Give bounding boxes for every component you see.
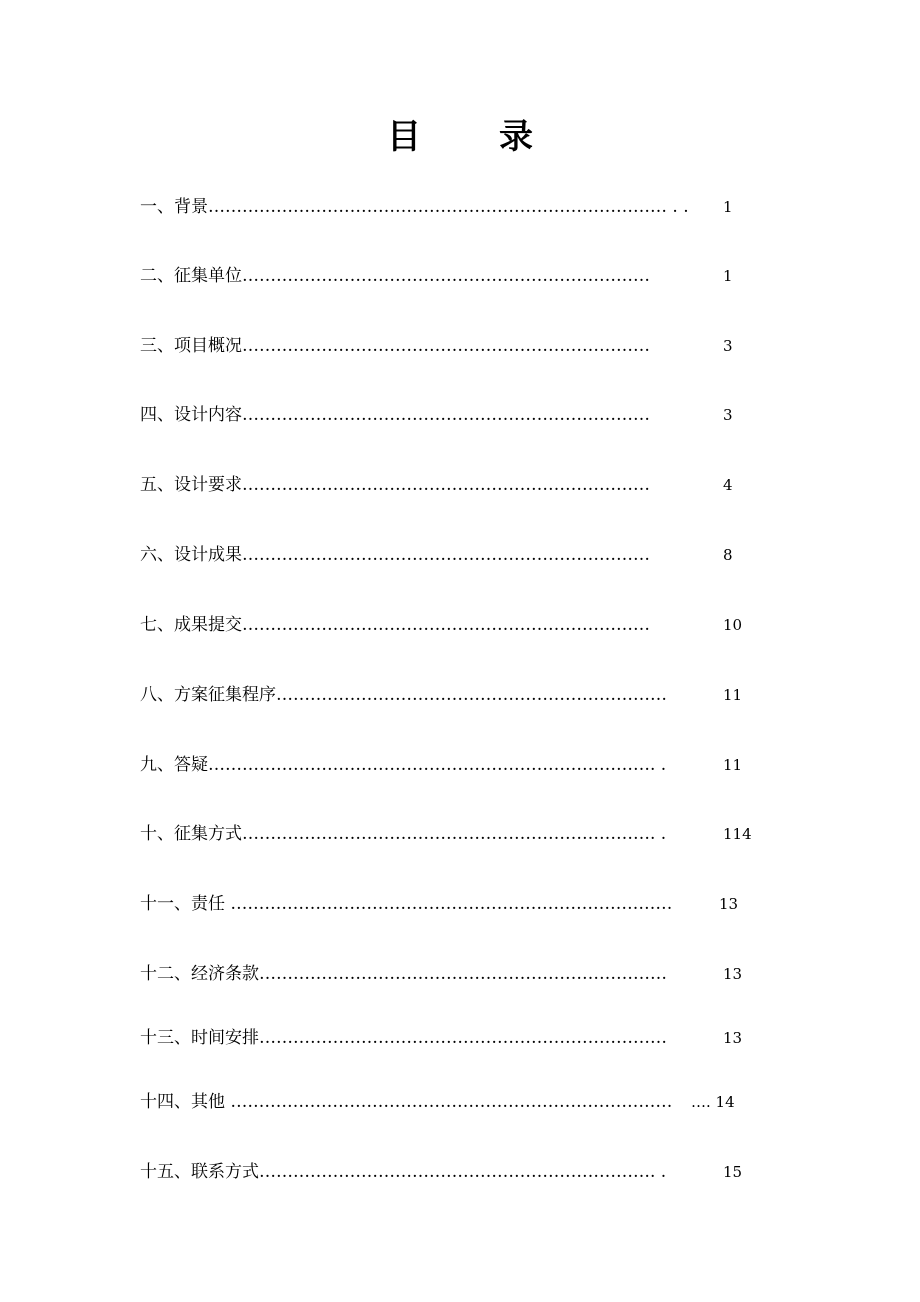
toc-item[interactable]: [140, 331, 733, 361]
toc-entry-text: 四、设计内容………………………………………………………………: [140, 405, 650, 425]
toc-page-number: 13: [723, 1029, 743, 1047]
toc-item[interactable]: [140, 610, 743, 640]
toc-item[interactable]: [140, 540, 733, 570]
toc-entry-text: 十、征集方式………………………………………………………………. .: [140, 824, 667, 844]
toc-entry-text: 十五、联系方式……………………………………………………………. .: [140, 1162, 667, 1182]
toc-entry-text: 二、征集单位………………………………………………………………: [140, 266, 650, 286]
toc-page-number: 11: [723, 756, 743, 774]
toc-item[interactable]: [140, 889, 739, 919]
toc-page-number: …. 14: [691, 1093, 735, 1111]
toc-entry-text: 八、方案征集程序……………………………………………………………: [140, 685, 667, 705]
toc-page-number: 3: [723, 406, 733, 424]
toc-page-number: 1: [723, 198, 733, 216]
toc-page-number: 11: [723, 686, 743, 704]
toc-item[interactable]: [140, 1157, 743, 1187]
toc-page-number: 8: [723, 546, 733, 564]
toc-page-number: 3: [723, 337, 733, 355]
toc-item[interactable]: [140, 1087, 735, 1117]
toc-page-number: 15: [723, 1163, 743, 1181]
toc-item[interactable]: [140, 1023, 743, 1053]
toc-entry-text: 九、答疑……………………………………………………………………. .: [140, 755, 667, 775]
toc-entry-text: 一、背景……………………………………………………………………… . .: [140, 197, 689, 217]
toc-item[interactable]: [140, 470, 733, 500]
title-char-2: 录: [499, 117, 611, 157]
toc-entry-text: 三、项目概况………………………………………………………………: [140, 336, 650, 356]
toc-page-number: 4: [723, 476, 733, 494]
toc-entry-text: 十四、其他 ……………………………………………………………………: [140, 1092, 673, 1112]
toc-entry-text: 十三、时间安排………………………………………………………………: [140, 1028, 667, 1048]
toc-entry-text: 十一、责任 ……………………………………………………………………: [140, 894, 673, 914]
toc-item[interactable]: [140, 819, 752, 849]
title-char-1: 目: [387, 117, 499, 157]
toc-page-number: 13: [723, 965, 743, 983]
toc-entry-text: 十二、经济条款………………………………………………………………: [140, 964, 667, 984]
toc-page-number: 1: [723, 267, 733, 285]
toc-page-number: 10: [723, 616, 743, 634]
toc-entry-text: 七、成果提交………………………………………………………………: [140, 615, 650, 635]
toc-item[interactable]: [140, 750, 743, 780]
toc-page-number: 114: [723, 825, 752, 843]
toc-item[interactable]: [140, 261, 733, 291]
toc-item[interactable]: [140, 680, 743, 710]
toc-item[interactable]: [140, 959, 743, 989]
toc-item[interactable]: [140, 400, 733, 430]
toc-page-number: 13: [719, 895, 739, 913]
toc-entry-text: 六、设计成果………………………………………………………………: [140, 545, 650, 565]
toc-item[interactable]: [140, 192, 733, 222]
toc-entry-text: 五、设计要求………………………………………………………………: [140, 475, 650, 495]
